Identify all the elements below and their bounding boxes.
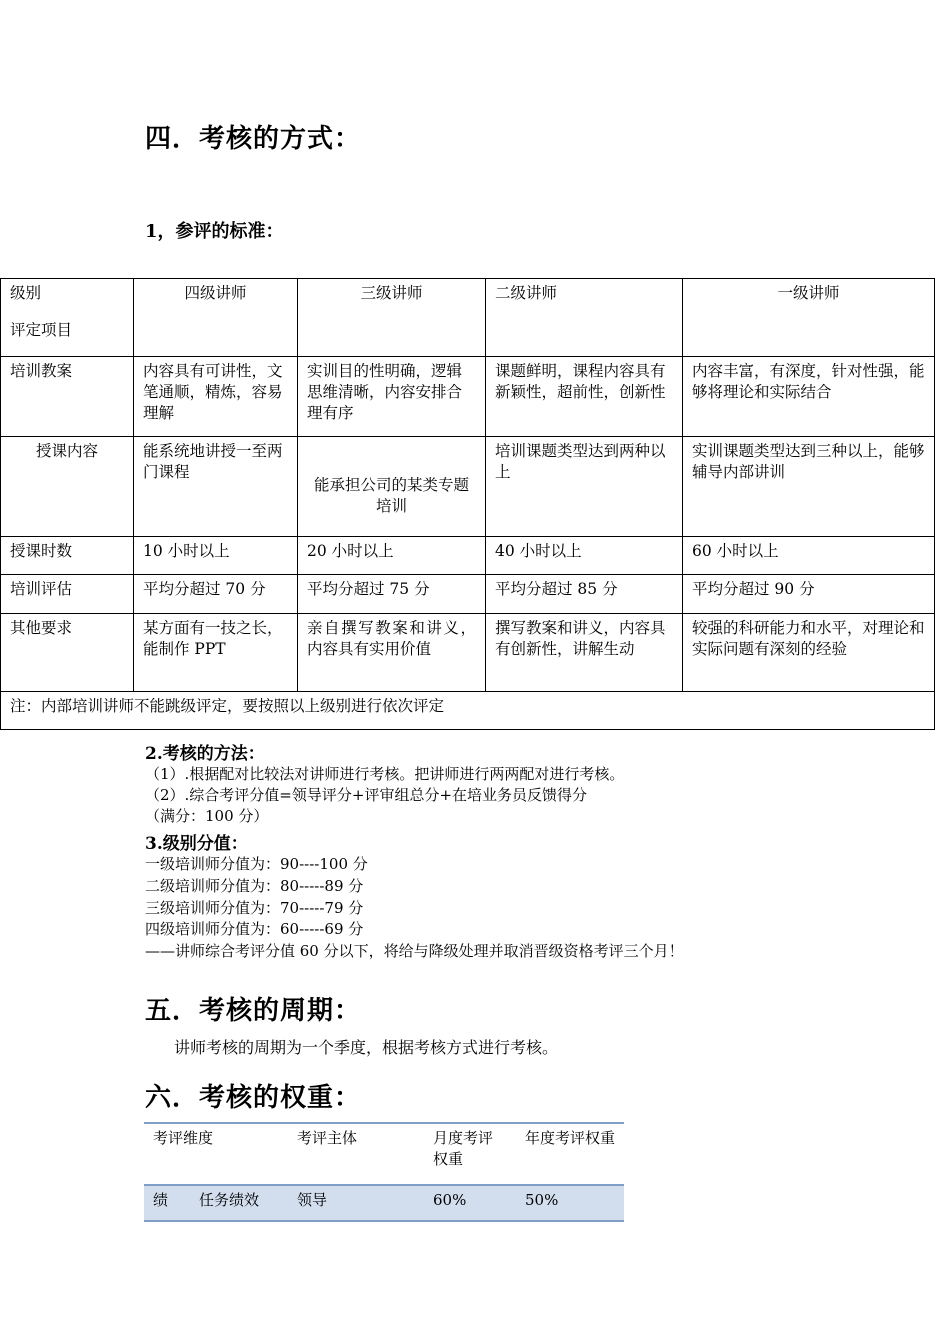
levels-title: 3.级别分值： (145, 834, 248, 854)
header-level-3: 三级讲师 (298, 279, 486, 357)
dimension-cell: 绩 (144, 1185, 190, 1221)
header-level-4: 四级讲师 (134, 279, 298, 357)
criteria-table (0, 278, 935, 730)
table-row (1, 437, 935, 537)
weight-row (144, 1185, 624, 1221)
table-cell: 撰写教案和讲义，内容具有创新性，讲解生动 (486, 614, 683, 692)
header-level-label: 级别 (10, 284, 42, 302)
section-5-title: 五．考核的周期： (145, 996, 362, 1026)
row-label: 培训教案 (1, 357, 134, 437)
row-label: 授课时数 (1, 537, 134, 575)
sub-dimension-cell: 任务绩效 (190, 1185, 288, 1221)
level-line-2: 二级培训师分值为：80-----89 分 (145, 877, 364, 895)
row-label: 授课内容 (1, 437, 134, 537)
table-cell: 能系统地讲授一至两门课程 (134, 437, 298, 537)
header-monthly-weight: 月度考评权重 (424, 1123, 516, 1185)
table-cell: 平均分超过 90 分 (683, 575, 935, 614)
level-line-1: 一级培训师分值为：90----100 分 (145, 855, 368, 873)
header-corner-cell (1, 279, 134, 357)
section-6-title: 六．考核的权重： (145, 1083, 362, 1113)
header-subject: 考评主体 (288, 1123, 424, 1185)
header-item-label: 评定项目 (10, 321, 73, 339)
table-cell: 亲自撰写教案和讲义，内容具有实用价值 (298, 614, 486, 692)
table-cell: 内容丰富，有深度，针对性强，能够将理论和实际结合 (683, 357, 935, 437)
table-cell: 能承担公司的某类专题培训 (298, 437, 486, 537)
table-cell: 平均分超过 85 分 (486, 575, 683, 614)
table-cell: 课题鲜明，课程内容具有新颖性，超前性，创新性 (486, 357, 683, 437)
criteria-header-row (1, 279, 935, 357)
method-line-2: （2）.综合考评分值=领导评分+评审组总分+在培业务员反馈得分 (145, 786, 588, 804)
table-row (1, 575, 935, 614)
section-4-title: 四．考核的方式： (145, 124, 362, 154)
method-title: 2.考核的方法： (145, 744, 265, 764)
level-line-3: 三级培训师分值为：70-----79 分 (145, 899, 364, 917)
level-warning: ——讲师综合考评分值 60 分以下，将给与降级处理并取消晋级资格考评三个月！ (145, 942, 684, 960)
table-cell: 某方面有一技之长，能制作 PPT (134, 614, 298, 692)
table-row (1, 614, 935, 692)
method-line-3: （满分：100 分） (145, 807, 269, 825)
table-cell: 10 小时以上 (134, 537, 298, 575)
row-label: 培训评估 (1, 575, 134, 614)
weight-header-row (144, 1123, 624, 1185)
monthly-weight-cell: 60% (424, 1185, 516, 1221)
table-cell: 60 小时以上 (683, 537, 935, 575)
table-cell: 平均分超过 75 分 (298, 575, 486, 614)
table-cell: 实训目的性明确，逻辑思维清晰，内容安排合理有序 (298, 357, 486, 437)
table-cell: 平均分超过 70 分 (134, 575, 298, 614)
annual-weight-cell: 50% (516, 1185, 624, 1221)
header-annual-weight: 年度考评权重 (516, 1123, 624, 1185)
table-cell: 培训课题类型达到两种以上 (486, 437, 683, 537)
cycle-text: 讲师考核的周期为一个季度，根据考核方式进行考核。 (174, 1038, 559, 1057)
header-level-2: 二级讲师 (486, 279, 683, 357)
table-row (1, 537, 935, 575)
table-cell: 内容具有可讲性，文笔通顺，精炼，容易理解 (134, 357, 298, 437)
table-cell: 较强的科研能力和水平，对理论和实际问题有深刻的经验 (683, 614, 935, 692)
table-note-row (1, 692, 935, 730)
level-line-4: 四级培训师分值为：60-----69 分 (145, 920, 364, 938)
table-cell: 20 小时以上 (298, 537, 486, 575)
table-cell: 40 小时以上 (486, 537, 683, 575)
criteria-subtitle: 1，参评的标准： (145, 221, 284, 242)
weight-table (144, 1122, 624, 1222)
table-row (1, 357, 935, 437)
row-label: 其他要求 (1, 614, 134, 692)
method-line-1: （1）.根据配对比较法对讲师进行考核。把讲师进行两两配对进行考核。 (145, 765, 625, 783)
subject-cell: 领导 (288, 1185, 424, 1221)
header-level-1: 一级讲师 (683, 279, 935, 357)
table-note: 注：内部培训讲师不能跳级评定，要按照以上级别进行依次评定 (1, 692, 935, 730)
header-dimension: 考评维度 (144, 1123, 288, 1185)
table-cell: 实训课题类型达到三种以上，能够辅导内部讲训 (683, 437, 935, 537)
